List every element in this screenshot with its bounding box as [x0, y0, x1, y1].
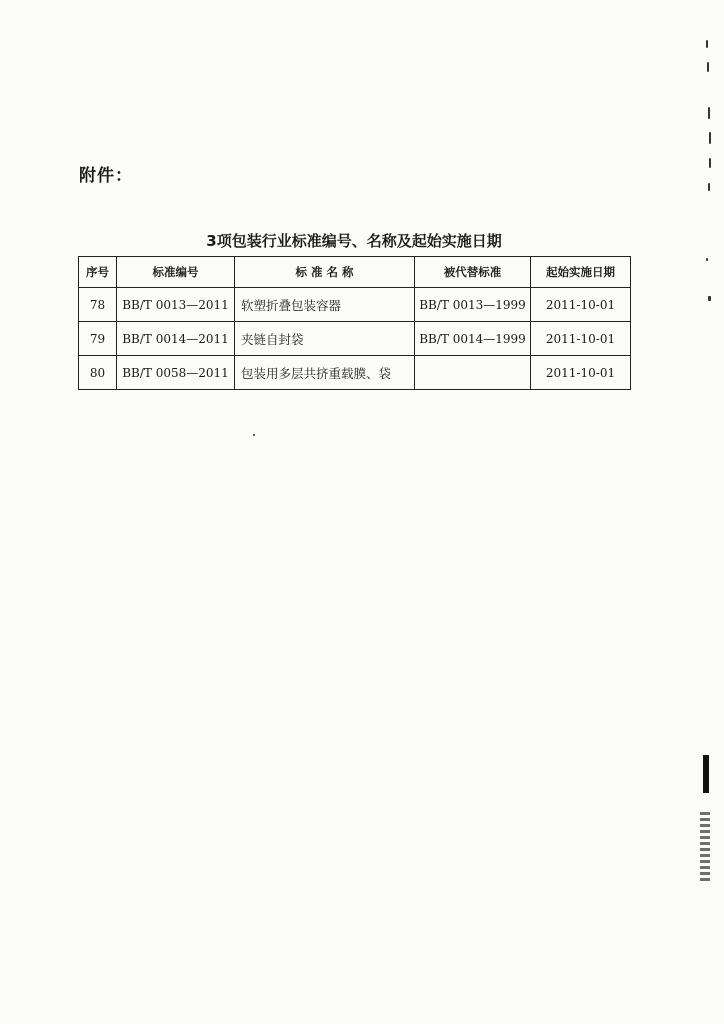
cell-std-no: BB/T 0013—2011: [117, 288, 235, 322]
table-header-row: [79, 257, 631, 288]
scan-mark: [708, 107, 710, 119]
cell-seq: 78: [79, 288, 117, 322]
header-std-no: 标准编号: [117, 257, 235, 288]
scan-mark: [706, 258, 708, 261]
scan-mark: [707, 62, 709, 72]
header-replaced: 被代替标准: [415, 257, 531, 288]
cell-replaced: BB/T 0014—1999: [415, 322, 531, 356]
cell-std-no: BB/T 0014—2011: [117, 322, 235, 356]
scan-mark: [253, 434, 255, 436]
cell-seq: 79: [79, 322, 117, 356]
scan-mark: [709, 132, 711, 144]
header-start-date: 起始实施日期: [531, 257, 631, 288]
cell-std-name: 包装用多层共挤重载膜、袋: [235, 356, 415, 390]
scan-mark: [709, 158, 711, 168]
table-row: [79, 288, 631, 322]
cell-start-date: 2011-10-01: [531, 356, 631, 390]
scan-edge-bar: [703, 755, 709, 793]
cell-seq: 80: [79, 356, 117, 390]
scan-mark: [706, 40, 708, 48]
cell-replaced: BB/T 0013—1999: [415, 288, 531, 322]
table-title: 3项包装行业标准编号、名称及起始实施日期: [206, 232, 502, 250]
scan-mark: [708, 183, 710, 191]
attachment-label: 附件：: [79, 166, 133, 186]
cell-std-name: 软塑折叠包装容器: [235, 288, 415, 322]
header-std-name: 标 准 名 称: [235, 257, 415, 288]
table-row: [79, 322, 631, 356]
standards-table: [78, 256, 631, 390]
cell-start-date: 2011-10-01: [531, 288, 631, 322]
cell-start-date: 2011-10-01: [531, 322, 631, 356]
cell-std-no: BB/T 0058—2011: [117, 356, 235, 390]
header-seq: 序号: [79, 257, 117, 288]
scan-mark: [708, 296, 711, 301]
table-row: [79, 356, 631, 390]
cell-replaced: [415, 356, 531, 390]
cell-std-name: 夹链自封袋: [235, 322, 415, 356]
scan-edge-text: [700, 812, 710, 882]
